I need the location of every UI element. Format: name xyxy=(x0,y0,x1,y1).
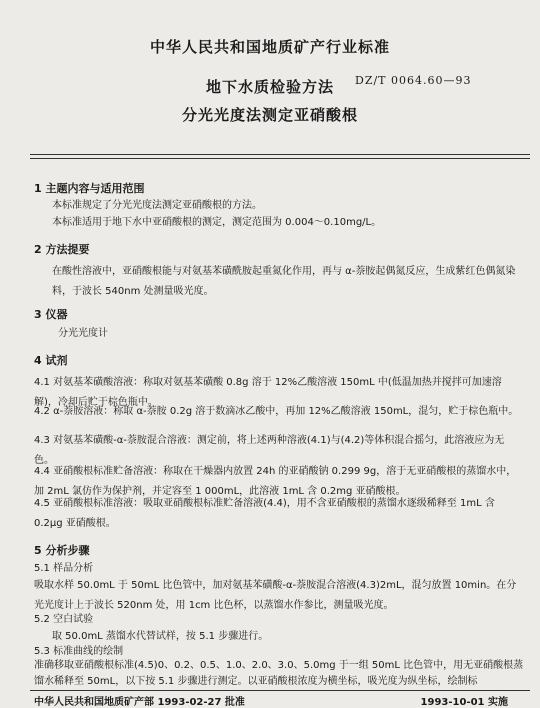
footer-divider xyxy=(30,690,530,691)
subsection-5-2-heading: 5.2 空白试验 xyxy=(34,614,94,625)
section-3-para-1: 分光光度计 xyxy=(58,328,108,339)
reagent-4-1: 4.1 对氨基苯磺酸溶液：称取对氨基苯磺酸 0.8g 溶于 12%乙酸溶液 150mL 中(低温加热并搅拌可加速溶解)，冷却后贮于棕色瓶中。 xyxy=(34,377,502,408)
section-5-heading: 5 分析步骤 xyxy=(34,544,90,557)
subsection-5-1-heading: 5.1 样品分析 xyxy=(34,563,94,574)
section-1-para-1: 本标准规定了分光光度法测定亚硝酸根的方法。 xyxy=(52,200,262,211)
section-3-heading: 3 仪器 xyxy=(34,308,68,321)
document-title-line2: 分光光度法测定亚硝酸根 xyxy=(181,106,358,124)
reagent-4-2: 4.2 α-萘胺溶液：称取 α-萘胺 0.2g 溶于数滴冰乙酸中，再加 12%乙酸溶液 150mL，混匀，贮于棕色瓶中。 xyxy=(34,406,519,417)
reagent-4-3: 4.3 对氨基苯磺酸-α-萘胺混合溶液：测定前，将上述两种溶液(4.1)与(4.2)等体积混合摇匀，此溶液应为无色。 xyxy=(34,435,505,466)
subsection-5-1-para: 吸取水样 50.0mL 于 50mL 比色管中，加对氨基苯磺酸-α-萘胺混合溶液(4.3)2mL，混匀放置 10min。在分光光度计上于波长 520nm 处，用 1cm 比色杯，以蒸馏水作参比，测量吸光度。 xyxy=(34,580,517,611)
reagent-4-5: 4.5 亚硝酸根标准溶液：吸取亚硝酸根标准贮备溶液(4.4)，用不含亚硝酸根的蒸馏水逐级稀释至 1mL 含 0.2μg 亚硝酸根。 xyxy=(34,498,495,529)
implementation-date: 1993-10-01 实施 xyxy=(420,697,508,708)
issuer-header: 中华人民共和国地质矿产行业标准 xyxy=(149,38,390,56)
reagent-4-4: 4.4 亚硝酸根标准贮备溶液：称取在干燥器内放置 24h 的亚硝酸钠 0.299 9g，溶于无亚硝酸根的蒸馏水中，加 2mL 氯仿作为保护剂，并定容至 1 000mL，此溶液 1mL 含 0.2mg 亚硝酸根。 xyxy=(34,466,517,497)
subsection-5-3-para: 准确移取亚硝酸根标准(4.5)0、0.2、0.5、1.0、2.0、3.0、5.0mg 于一组 50mL 比色管中，用无亚硝酸根蒸馏水稀释至 50mL，以下按 5.1 步骤进行测定。以亚硝酸根浓度为横坐标，吸光度为纵坐标，绘制标 xyxy=(34,660,524,687)
section-1-heading: 1 主题内容与适用范围 xyxy=(34,182,145,195)
approval-line: 中华人民共和国地质矿产部 1993-02-27 批准 xyxy=(34,697,245,708)
document-title-line1: 地下水质检验方法 xyxy=(205,78,334,96)
section-4-heading: 4 试剂 xyxy=(34,354,68,367)
subsection-5-2-para: 取 50.0mL 蒸馏水代替试样，按 5.1 步骤进行。 xyxy=(52,631,269,642)
standard-number: DZ/T 0064.60—93 xyxy=(355,74,472,87)
subsection-5-3-heading: 5.3 标准曲线的绘制 xyxy=(34,646,124,657)
header-divider xyxy=(30,154,530,159)
section-1-para-2: 本标准适用于地下水中亚硝酸根的测定，测定范围为 0.004～0.10mg/L。 xyxy=(52,217,382,228)
section-2-heading: 2 方法提要 xyxy=(34,243,90,256)
section-2-para-1: 在酸性溶液中，亚硝酸根能与对氨基苯磺酰胺起重氮化作用，再与 α-萘胺起偶氮反应，生成紫红色偶氮染料，于波长 540nm 处测量吸光度。 xyxy=(52,266,516,297)
